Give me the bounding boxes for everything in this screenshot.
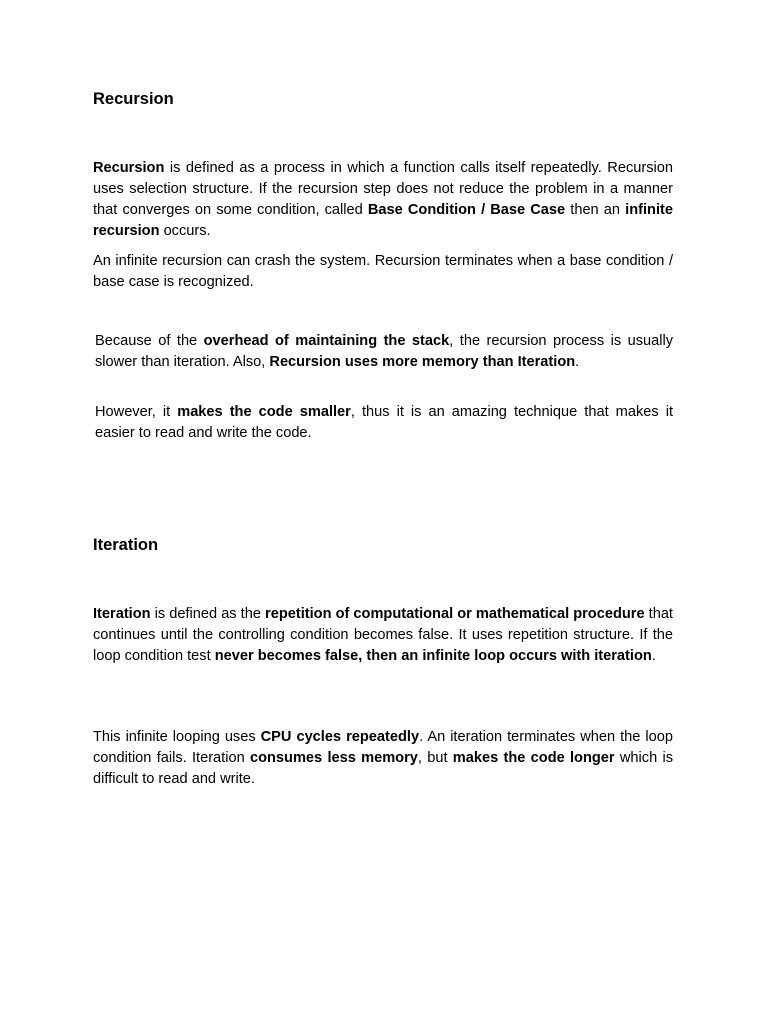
term-infinite-recursion: infinite recursion: [93, 202, 673, 239]
term-less-memory: consumes less memory: [249, 750, 418, 766]
recursion-smaller-code-paragraph: However, it makes the code smaller, thus it is an amazing technique that makes it easier to read and write the code.: [95, 404, 674, 441]
term-repetition: repetition of computational or mathematical procedure: [265, 606, 645, 622]
recursion-crash-paragraph: An infinite recursion can crash the system. Recursion terminates when a base condition / base case is recognized.: [93, 253, 673, 290]
iteration-heading: Iteration: [93, 536, 159, 554]
term-base-condition: Base Condition / Base Case: [367, 202, 566, 218]
recursion-heading: Recursion: [93, 90, 174, 108]
iteration-definition-paragraph: Iteration is defined as the repetition of computational or mathematical procedure that continues until the controlling condition becomes false. It uses repetition structure. If the loop condition test never becomes false, then an infinite loop occurs with iteration.: [93, 606, 673, 664]
recursion-overhead-paragraph: Because of the overhead of maintaining the stack, the recursion process is usually slower than iteration. Also, Recursion uses more memory than Iteration.: [95, 333, 673, 370]
recursion-definition-paragraph: Recursion is defined as a process in which a function calls itself repeatedly. Recursion uses selection structure. If the recursion step does not reduce the problem in a manner that converges on some condition, called Base Condition / Base Case then an infinite recursion occurs.: [93, 160, 673, 239]
term-cpu-cycles: CPU cycles repeatedly: [260, 729, 420, 745]
iteration-looping-paragraph: This infinite looping uses CPU cycles repeatedly. An iteration terminates when the loop condition fails. Iteration consumes less memory, but makes the code longer which is difficult to read and write.: [93, 729, 674, 787]
term-iteration: Iteration: [93, 606, 151, 622]
term-recursion: Recursion: [93, 160, 165, 176]
term-more-memory: Recursion uses more memory than Iteration: [269, 354, 576, 370]
term-infinite-loop: never becomes false, then an infinite loop occurs with iteration: [214, 648, 652, 664]
term-longer-code: makes the code longer: [452, 750, 615, 766]
term-smaller-code: makes the code smaller: [177, 404, 351, 420]
term-stack-overhead: overhead of maintaining the stack: [203, 333, 450, 349]
